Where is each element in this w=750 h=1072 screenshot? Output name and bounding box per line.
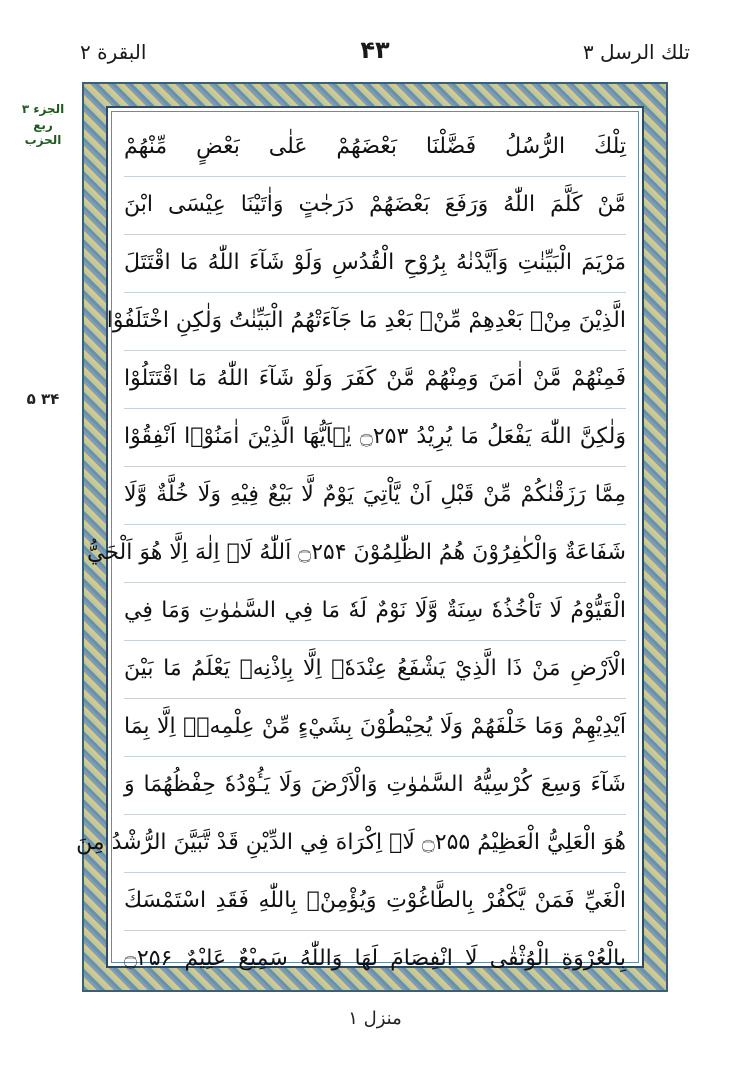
text-line: مَّنْ كَلَّمَ اللّٰهُ وَرَفَعَ بَعْضَهُمْ دَرَجٰتٍ وَاٰتَيْنَا عِيْسَى ابْنَ — [124, 176, 626, 235]
text-line: شَفَاعَةٌ وَالْكٰفِرُوْنَ هُمُ الظّٰلِمُوْنَ ۝۲۵۴ اَللّٰهُ لَاۤ اِلٰهَ اِلَّا هُوَ اَلْحَيُّ — [124, 524, 626, 583]
text-line: هُوَ الْعَلِيُّ الْعَظِيْمُ ۝۲۵۵ لَاۤ اِكْرَاهَ فِي الدِّيْنِ قَدْ تَّبَيَّنَ الرُّشْدُ مِنَ — [124, 814, 626, 873]
text-line: شَآءَ وَسِعَ كُرْسِيُّهُ السَّمٰوٰتِ وَالْاَرْضَ وَلَا يَـُٔوْدُهٗ حِفْظُهُمَا وَ — [124, 756, 626, 815]
juz-margin-note — [14, 102, 72, 149]
text-line: الْقَيُّوْمُ لَا تَاْخُذُهٗ سِنَةٌ وَّلَا نَوْمٌ لَهٗ مَا فِي السَّمٰوٰتِ وَمَا فِي — [124, 582, 626, 641]
text-line: فَمِنْهُمْ مَّنْ اٰمَنَ وَمِنْهُمْ مَّنْ كَفَرَ وَلَوْ شَآءَ اللّٰهُ مَا اقْتَتَلُوْا — [124, 350, 626, 409]
text-line: بِالْعُرْوَةِ الْوُثْقٰى لَا انْفِصَامَ لَهَا وَاللّٰهُ سَمِيْعٌ عَلِيْمٌ ۝۲۵۶ — [124, 946, 626, 971]
text-line: الْاَرْضِ مَنْ ذَا الَّذِيْ يَشْفَعُ عِنْدَهٗۤ اِلَّا بِاِذْنِهٖ يَعْلَمُ مَا بَيْنَ — [124, 640, 626, 699]
header-surah-title: البقرة ۲ — [80, 40, 147, 64]
juz-label: الجزء ۳ — [21, 102, 65, 116]
ornamental-border — [76, 82, 668, 992]
ruku-marker: ۳۴ ۵ — [26, 390, 60, 408]
text-line: الْغَيِّ فَمَنْ يَّكْفُرْ بِالطَّاغُوْتِ وَيُؤْمِنْۢ بِاللّٰهِ فَقَدِ اسْتَمْسَكَ — [124, 872, 626, 931]
text-line: اَيْدِيْهِمْ وَمَا خَلْفَهُمْ وَلَا يُحِيْطُوْنَ بِشَيْءٍ مِّنْ عِلْمِهٖۤ اِلَّا بِمَا — [124, 698, 626, 757]
text-line: وَلٰكِنَّ اللّٰهَ يَفْعَلُ مَا يُرِيْدُ ۝۲۵۳ يٰۤاَيُّهَا الَّذِيْنَ اٰمَنُوْۤا اَنْفِقُوْا — [124, 408, 626, 467]
page-number: ۴۳ — [360, 36, 390, 64]
text-line: مَرْيَمَ الْبَيِّنٰتِ وَاَيَّدْنٰهُ بِرُوْحِ الْقُدُسِ وَلَوْ شَآءَ اللّٰهُ مَا اقْتَتَلَ — [124, 234, 626, 293]
quarter-label: ربع الحزب — [24, 117, 62, 148]
text-line: الَّذِيْنَ مِنْۢ بَعْدِهِمْ مِّنْۢ بَعْدِ مَا جَآءَتْهُمُ الْبَيِّنٰتُ وَلٰكِنِ اخْتَلَفُوْا — [124, 292, 626, 351]
text-panel — [76, 106, 644, 971]
manzil-footer: منزل ۱ — [348, 1008, 402, 1029]
text-line: مِمَّا رَزَقْنٰكُمْ مِّنْ قَبْلِ اَنْ يَّاْتِيَ يَوْمٌ لَّا بَيْعٌ فِيْهِ وَلَا خُلَّةٌ وَّلَا — [124, 466, 626, 525]
header-para-title: تلك الرسل ۳ — [582, 40, 690, 64]
text-line: تِلْكَ الرُّسُلُ فَضَّلْنَا بَعْضَهُمْ عَلٰى بَعْضٍ مِّنْهُمْ — [124, 118, 626, 177]
